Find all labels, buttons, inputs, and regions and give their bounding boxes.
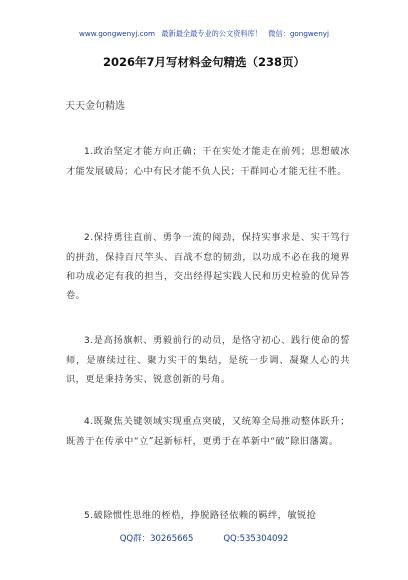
paragraph-number: 1.	[84, 147, 94, 157]
qq-contact: QQ:535304092	[223, 534, 289, 544]
paragraph-number: 3.	[84, 336, 94, 346]
paragraph-text: 保持勇往直前、勇争一流的阅劲，保持实事求是、实干笃行的拼劲，保持百尺竿头、百战不怠的韧劲，以功成不必在我的境界和功成必定有我的担当，交出经得起实践人民和历史检验的优异答卷。	[66, 232, 350, 301]
site-slogan: 最新最全最专业的公文资料库！	[161, 29, 262, 38]
qq-group-contact: QQ群：30265665	[119, 534, 194, 544]
paragraph-1	[66, 142, 350, 181]
page-footer	[0, 533, 408, 545]
site-header	[0, 29, 408, 39]
paragraph-number: 5.	[84, 511, 94, 521]
paragraph-number: 4.	[84, 417, 94, 427]
paragraph-5	[66, 506, 350, 526]
wechat-contact: 微信：gongwenyj	[268, 29, 330, 38]
paragraph-text: 政治坚定才能方向正确；干在实处才能走在前列；思想破冰才能发展破局；心中有民才能不负人民；干群同心才能无往不胜。	[66, 146, 350, 177]
paragraph-2	[66, 228, 350, 305]
document-title: 2026年7月写材料金句精选（238页）	[102, 55, 305, 69]
paragraph-number: 2.	[84, 233, 94, 243]
paragraph-4	[66, 412, 350, 451]
paragraph-text: 破除惯性思维的桎梏，挣脱路径依赖的羁绊，敏锐抢	[93, 510, 317, 521]
site-url-link[interactable]: www.gongwenyj.com	[78, 29, 156, 38]
section-title: 天天金句精选	[65, 101, 125, 112]
paragraph-3	[66, 331, 350, 389]
paragraph-text: 既聚焦关键领域实现重点突破，又统筹全局推动整体跃升；既善于在传承中“立”起新标杆，更勇于在革新中“破”除旧藩篱。	[66, 416, 350, 447]
paragraph-text: 是高扬旗帜、勇毅前行的动员，是恪守初心、践行使命的誓师，是赓续过往、聚力实干的集结，是统一步调、凝聚人心的共识，更是秉持务实、锐意创新的号角。	[66, 335, 350, 385]
